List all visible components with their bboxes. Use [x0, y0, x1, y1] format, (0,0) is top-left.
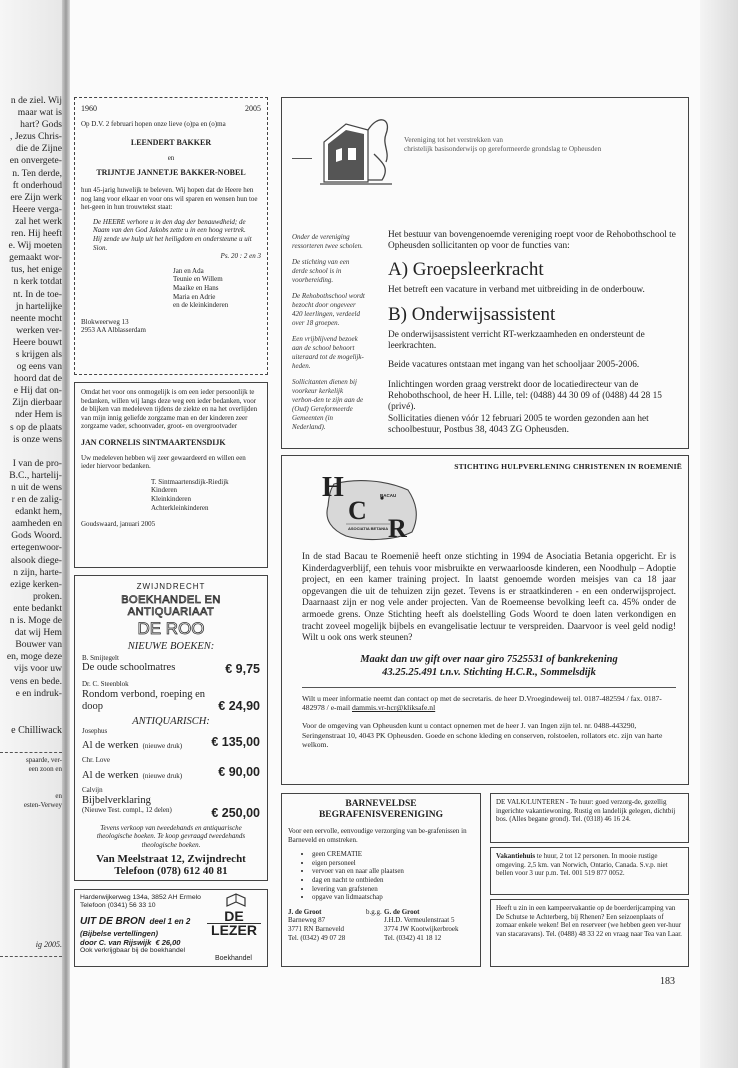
hcr-divider — [302, 687, 676, 688]
hcr-email-link[interactable]: dammis.vr-hcr@kliksafe.nl — [352, 703, 436, 713]
address-line: 2953 AA Alblasserdam — [81, 326, 146, 335]
hcr-appeal-1: Maakt dan uw gift over naar giro 7525531 of bankrekening — [360, 653, 618, 665]
book-author: Chr. Love — [82, 756, 110, 765]
bakker-name1: LEENDERT BAKKER — [130, 138, 212, 148]
left-column-line: proken. — [32, 590, 62, 602]
hcr-letter-r: R — [388, 514, 407, 543]
hcr-map-city: BACAU — [380, 493, 397, 498]
bakker-signatures — [173, 267, 261, 310]
deroo-shop: BOEKHANDEL EN ANTIQUARIAAT — [121, 593, 221, 618]
book-price: € 24,90 — [218, 698, 260, 713]
left-column-line: nder Hem is — [15, 409, 62, 421]
snippet-line: en — [55, 792, 62, 800]
lezer-logo-bottom: LEZER — [207, 923, 261, 937]
contact-street: J.H.D. Vermeulenstraat 5 — [384, 916, 455, 925]
contact-name: G. de Groot — [384, 907, 420, 916]
school-org-line1: Vereniging tot het verstrekken van — [404, 136, 503, 144]
hcr-advert — [281, 455, 689, 785]
book-entry — [82, 756, 260, 783]
signature-line: Jan en Ada — [173, 266, 204, 275]
deroo-antique-heading: ANTIQUARISCH: — [132, 715, 210, 727]
left-column-line: e en indruk- — [15, 687, 62, 699]
page-number: 183 — [660, 976, 675, 987]
memorial-place-date: Goudswaard, januari 2005 — [81, 520, 156, 529]
left-chilliwack: e Chilliwack — [11, 725, 62, 736]
lezer-price: € 26,00 — [155, 938, 181, 947]
left-column-line: tus, het enige — [11, 264, 62, 276]
snippet-line: esten-Verwey — [23, 800, 62, 809]
book-note: (Nieuwe Test. compl., 12 delen) — [82, 805, 172, 814]
classified-text: DE VALK/LUNTEREN - Te huur: goed verzorg-de, gezellig ingerichte vakantiewoning. Rustig en landelijk gelegen, dichtbij bos. (Alles begane grond). Tel. (0318) 46 16 24. — [496, 798, 676, 824]
hcr-letter-h: H — [322, 472, 344, 503]
lezer-logo-sub: Boekhandel — [215, 955, 252, 962]
deroo-address: Van Meelstraat 12, Zwijndrecht — [96, 853, 246, 866]
left-column-line: vijs voor uw — [14, 663, 62, 675]
deroo-new-books — [82, 654, 260, 713]
bakker-verse-ref: Ps. 20 : 2 en 3 — [220, 252, 261, 261]
classified-text: Heeft u zin in een kampeervakantie op de boerderijcamping van De Schutse te Achterberg, bij Rhenen? Een seizoenplaats of zomaar enkele weken! Bel en reserveer (we hebben geen ver-huur van stacaravans). Tel. (0488) 48 33 22 en vraag naar Tea van Laar. — [496, 904, 682, 938]
bakker-announcement — [74, 97, 268, 375]
signature-line: Maria en Adrie — [173, 292, 216, 301]
signature-line: Achterkleinkinderen — [151, 503, 209, 512]
school-org-line2: christelijk basisonderwijs op gereformeerde grondslag te Opheusden — [404, 145, 602, 153]
memorial-signatures — [151, 478, 261, 512]
sidebar-note: De stichting van een derde school is in voorbereiding. — [292, 258, 350, 284]
school-logo-icon — [316, 104, 396, 188]
left-column-line: ft onderhoud — [12, 179, 62, 191]
year-end: 2005 — [245, 104, 261, 113]
book-price: € 90,00 — [218, 764, 260, 779]
book-note: (nieuwe druk) — [142, 742, 183, 751]
memorial-name: JAN CORNELIS SINTMAARTENSDIJK — [81, 437, 226, 447]
book-note: (nieuwe druk) — [142, 771, 183, 780]
deroo-name: DE ROO — [137, 618, 205, 638]
job-text-1: Het betreft een vacature in verband met uitbreiding in de onderbouw. — [388, 284, 645, 295]
left-column-line: e Hij dat on- — [13, 385, 62, 397]
deroo-antique-books — [82, 727, 260, 820]
bakker-and: en — [167, 153, 175, 162]
left-column-line: hoord dat de — [14, 373, 62, 385]
hcr-letter-c: C — [348, 496, 367, 525]
address-line: Blokweerweg 13 — [81, 317, 129, 326]
barneveld-title-2: BEGRAFENISVERENIGING — [318, 810, 444, 820]
classified-de-valk — [490, 793, 689, 843]
bullet-item: • eigen personeel — [312, 859, 474, 868]
year-row — [81, 104, 261, 114]
book-gutter — [62, 0, 70, 1068]
book-author: Dr. C. Steenblok — [82, 680, 129, 689]
left-snippet2 — [0, 792, 62, 809]
book-title: De oude schoolmatres — [82, 662, 176, 674]
contact-2 — [384, 908, 459, 942]
left-column-line: ezige kerken- — [10, 578, 62, 590]
left-column-line: nt. In de toe- — [12, 288, 62, 300]
left-column-line: og eens van — [16, 361, 62, 373]
left-column-line: Bouwer van — [15, 639, 62, 651]
hcr-appeal-2: 43.25.25.491 t.n.v. Stichting H.C.R., Sommelsdijk — [382, 666, 596, 678]
signature-line: T. Sintmaartensdijk-Riedijk — [151, 477, 229, 486]
bullet-item: • geen CREMATIE — [312, 850, 474, 859]
left-page-column — [0, 95, 62, 700]
classified-vakantiehuis — [490, 847, 689, 895]
lezer-subtitle: (Bijbelse vertellingen) — [80, 929, 158, 938]
deroo-new-heading: NIEUWE BOEKEN: — [127, 640, 215, 652]
left-dash-top — [0, 752, 62, 753]
lezer-advert — [74, 889, 268, 967]
bakker-name2: TRIJNTJE JANNETJE BAKKER-NOBEL — [96, 168, 246, 178]
left-column-line: Gods Woord. — [11, 530, 62, 542]
lezer-note: Ook verkrijgbaar bij de boekhandel — [80, 947, 186, 954]
memorial-notice — [74, 382, 268, 568]
left-column-line: vens en bede. — [10, 675, 62, 687]
contact-street: Barneweg 87 — [288, 916, 326, 925]
year-start: 1960 — [81, 104, 97, 113]
classified-camping — [490, 899, 689, 967]
lezer-title-suffix: deel 1 en 2 — [149, 917, 191, 926]
left-column-line: Zijn dierbaar — [12, 397, 62, 409]
left-column-line: n is. Moge de — [9, 615, 62, 627]
bakker-body: hun 45-jarig huwelijk te beleven. Wij hopen dat de Heere hen nog lang voor elkaar en voor ons wil sparen en wensen hun toe het-geen in hun trouwtekst staat: — [81, 185, 258, 212]
signature-line: Teunie en Willem — [173, 275, 223, 284]
job-text-2: De onderwijsassistent verricht RT-werkzaamheden en ondersteunt de leerkrachten. — [388, 329, 645, 352]
job-title-2: B) Onderwijsassistent — [388, 303, 556, 325]
left-column-line: en onvergete- — [9, 155, 62, 167]
school-apply: Sollicitaties dienen vóór 12 februari 2005 te worden gezonden aan het schoolbestuur, Postbus 38, 4043 ZG Opheusden. — [388, 413, 649, 435]
left-column-line: I van de pro- — [12, 457, 62, 469]
school-main-text — [388, 230, 684, 436]
left-column-line: n uit de wens — [11, 482, 62, 493]
left-column-line: Heere bouwt — [12, 336, 62, 348]
left-column-line: dat wij Hem — [14, 627, 62, 639]
left-column-line: ente bedankt — [13, 602, 62, 614]
left-column-line — [0, 446, 62, 458]
bakker-intro: Op D.V. 2 februari hopen onze lieve (o)pa en (o)ma — [81, 119, 226, 128]
bakker-address — [81, 318, 261, 335]
left-dash-bottom — [0, 956, 62, 957]
logo-rule — [292, 158, 312, 159]
bakker-verse: De HEERE verhore u in den dag der benauwdheid; de Naam van den God Jakobs zette u in een hoog vertrek. Hij zende uw hulp uit het heiligdom en ondersteune u uit Sion. — [93, 217, 252, 252]
contact-phone: Tel. (0342) 41 18 12 — [384, 933, 442, 942]
signature-line: Kleinkinderen — [151, 494, 192, 503]
left-column-line: ere Zijn werk — [10, 191, 62, 203]
left-column-line: n zijn, harte- — [13, 566, 62, 578]
contact-1 — [288, 908, 366, 942]
book-entry — [82, 680, 260, 713]
left-column-line: en, moge deze — [6, 651, 62, 663]
school-intro: Het bestuur van bovengenoemde vereniging roept voor de Rehobothschool te Opheusden sollicitanten op voor de functies van: — [388, 230, 676, 252]
school-start: Beide vacatures ontstaan met ingang van het schooljaar 2005-2006. — [388, 360, 640, 371]
left-column-line: ren. Hij heeft — [11, 228, 62, 240]
right-page-edge — [700, 0, 738, 1068]
left-column-line: edankt hem, — [15, 506, 62, 518]
lezer-phone: Telefoon (0341) 56 33 10 — [80, 902, 156, 909]
bullet-item: • opgave van lidmaatschap — [312, 893, 474, 902]
book-entry — [82, 654, 260, 677]
school-vacancy-advert — [281, 97, 689, 449]
memorial-body: Uw medeleven hebben wij zeer gewaardeerd en willen een ieder hiervoor bedanken. — [81, 453, 246, 471]
hcr-more-info: Wilt u meer informatie neemt dan contact op met de secretaris. de heer D.Vroegindeweij tel. 0187-482594 / fax. 0187-482978 / e-mail — [302, 693, 662, 713]
left-column-line: maar wat is — [17, 107, 62, 119]
left-column-line: zal het werk — [15, 215, 62, 227]
lezer-logo — [207, 904, 261, 937]
school-info: Inlichtingen worden graag verstrekt door de locatiedirecteur van de Rehobothschool, de heer H. Lille, tel: (0488) 44 30 09 of (0488) 44 28 15 (privé). — [388, 379, 662, 413]
job-title-1: A) Groepsleerkracht — [388, 258, 544, 280]
book-title: Rondom verbond, roeping en doop — [82, 688, 206, 712]
left-snippet1 — [0, 756, 62, 773]
lezer-title: UIT DE BRON — [80, 916, 145, 927]
book-title: Al de werken — [82, 769, 139, 781]
barneveld-bullets — [288, 850, 474, 902]
left-column-line: jn hartelijke — [15, 300, 62, 312]
book-price: € 250,00 — [211, 805, 260, 820]
deroo-footer-note: Tevens verkoop van tweedehands en antiquarische theologische boeken. Te koop gevraagd tweedehands theologische boeken. — [96, 823, 246, 849]
left-column-line: , Jezus Chris- — [10, 131, 62, 143]
left-date: ig 2005. — [35, 940, 62, 949]
left-column-line: n de ziel. Wij — [10, 95, 62, 106]
left-column-line: B.C., hartelij- — [9, 469, 62, 481]
left-column-line: is onze wens — [12, 433, 62, 445]
left-column-line: n kerk totdat — [13, 276, 62, 288]
bullet-item: • levering van grafstenen — [312, 885, 474, 894]
contact-city: 3774 JW Kootwijkerbroek — [384, 924, 459, 933]
contact-phone: Tel. (0342) 49 07 28 — [288, 933, 346, 942]
classified-lead: Vakantiehuis — [496, 852, 536, 860]
contact-city: 3771 RN Barneveld — [288, 924, 344, 933]
memorial-intro: Omdat het voor ons onmogelijk is om een ieder persoonlijk te bedanken, willen wij langs deze weg een ieder bedanken, voor de blijken van medeleven tijdens de ziekte en na het overlijden van mijn innig geliefde zorgzame man en der kinderen zeer zorgzame vader, schoonvader, groot- en overgrootvader — [81, 388, 258, 431]
book-price: € 9,75 — [225, 662, 260, 677]
left-column-line: neente mocht — [10, 312, 62, 324]
left-column-line: n. Ten derde, — [12, 167, 62, 179]
book-pen-icon — [225, 892, 247, 910]
sidebar-note: Sollicitanten dienen bij voorkeur kerkelijk verbon-den te zijn aan de (Oud) Gereformeerde Gemeenten (in Nederland). — [292, 378, 364, 431]
signature-line: Kinderen — [151, 486, 178, 495]
left-column-line: s krijgen als — [15, 348, 62, 360]
barneveld-title-1: BARNEVELDSE — [345, 799, 417, 809]
book-entry — [82, 727, 260, 754]
left-column-line: e. Wij moeten — [8, 240, 62, 252]
book-title: Bijbelverklaring — [82, 794, 151, 806]
sidebar-note: Een vrijblijvend bezoek aan de school behoort uiteraard tot de mogelijk-heden. — [292, 335, 364, 370]
left-column-line: aamheden en — [11, 518, 62, 530]
hcr-header: STICHTING HULPVERLENING CHRISTENEN IN ROEMENIË — [454, 462, 682, 471]
left-column-line: hart? Gods — [20, 119, 62, 131]
bgg-label: b.g.g. — [366, 907, 382, 916]
hcr-local-contact: Voor de omgeving van Opheusden kunt u contact opnemen met de heer J. van Ingen zijn tel. nr. 0488-443290, Seringenstraat 10, 4043 PK Opheusden. Goede en schone kleding en conserven, rolstoelen, rollators etc. zijn van harte welkom. — [302, 720, 663, 750]
contact-name: J. de Groot — [288, 907, 322, 916]
barneveld-intro: Voor een eervolle, eenvoudige verzorging van be-grafenissen in Barneveld en omstreken. — [288, 827, 467, 844]
book-author: Josephus — [82, 726, 108, 735]
book-author: Calvijn — [82, 785, 103, 794]
left-column-line: s op de plaats — [10, 421, 62, 433]
left-column-line: gemaakt wor- — [9, 252, 62, 264]
school-sidebar — [292, 233, 366, 439]
left-column-line: ertegenwoor- — [11, 542, 62, 554]
barneveld-advert — [281, 793, 481, 967]
bullet-item: • vervoer van en naar alle plaatsen — [312, 867, 474, 876]
book-title: Al de werken — [82, 740, 139, 752]
sidebar-note: Onder de vereniging ressorteren twee scholen. — [292, 233, 363, 250]
lezer-logo-top: DE — [224, 908, 244, 924]
signature-line: en de kleinkinderen — [173, 301, 229, 310]
hcr-map-label: ASOCIATIA BETANIA — [348, 526, 389, 531]
deroo-advert — [74, 575, 268, 881]
barneveld-contacts — [288, 908, 474, 942]
deroo-city: ZWIJNDRECHT — [136, 582, 206, 591]
classified-text: te huur, 2 tot 12 personen. In mooie rustige omgeving. 2,5 km. van Norwich, Ontario, Canada. S.v.p. niet bellen voor 3 uur p.m. Tel. 001 519 877 0052. — [496, 852, 668, 878]
snippet-line: een zoon en — [28, 764, 62, 773]
snippet-line: spaarde, ver- — [25, 756, 62, 764]
left-column-line: r en de zalig- — [11, 494, 62, 506]
book-entry — [82, 786, 260, 820]
left-column-line: Heere verga- — [12, 203, 62, 215]
book-price: € 135,00 — [211, 735, 260, 750]
deroo-phone: Telefoon (078) 612 40 81 — [114, 865, 228, 878]
sidebar-note: De Rehobothschool wordt bezocht door ongeveer 420 leerlingen, verdeeld over 18 groepen. — [292, 292, 365, 327]
lezer-author: door C. van Rijswijk — [80, 938, 152, 947]
bullet-item: • dag en nacht te ontbieden — [312, 876, 474, 885]
hcr-body-block — [302, 552, 676, 750]
book-author: B. Smijtegelt — [82, 653, 119, 662]
left-column-line: alsook diege- — [10, 554, 62, 566]
signature-line: Maaike en Hans — [173, 283, 219, 292]
school-logo-text — [404, 136, 684, 154]
lezer-address: Harderwijkerweg 134a, 3852 AH Ermelo — [80, 894, 201, 901]
left-column-line: die de Zijne — [16, 143, 62, 155]
hcr-body: In de stad Bacau te Roemenië heeft onze stichting in 1994 de Asociatia Betania opgericht. Er is Kinderdagverblijf, een tehuis voor misbruikte en verwaarloosde kinderen, een Noodhulp – Adoptie project, en een kamer training project. In laatst genoemde worden meisjes van ca 18 jaar opgevangen die uit de tehuizen zijn gezet. Tevens is er straatkinderen - en een onderwijsproject. Daarnaast zijn er nog vele ander projecten. Van de Roemeense bevolking leeft ca. 45% onder de armoede grens. Onze Stichting heeft als doelstelling Gods Woord te doen laten verkondigen en tracht zoveel mogelijk bijbels en evangelisatie lectuur te verspreiden. Daarvoor is veel geld nodig! Wilt u ook ons werk steunen? — [302, 552, 676, 644]
left-column-line: werken ver- — [16, 324, 62, 336]
